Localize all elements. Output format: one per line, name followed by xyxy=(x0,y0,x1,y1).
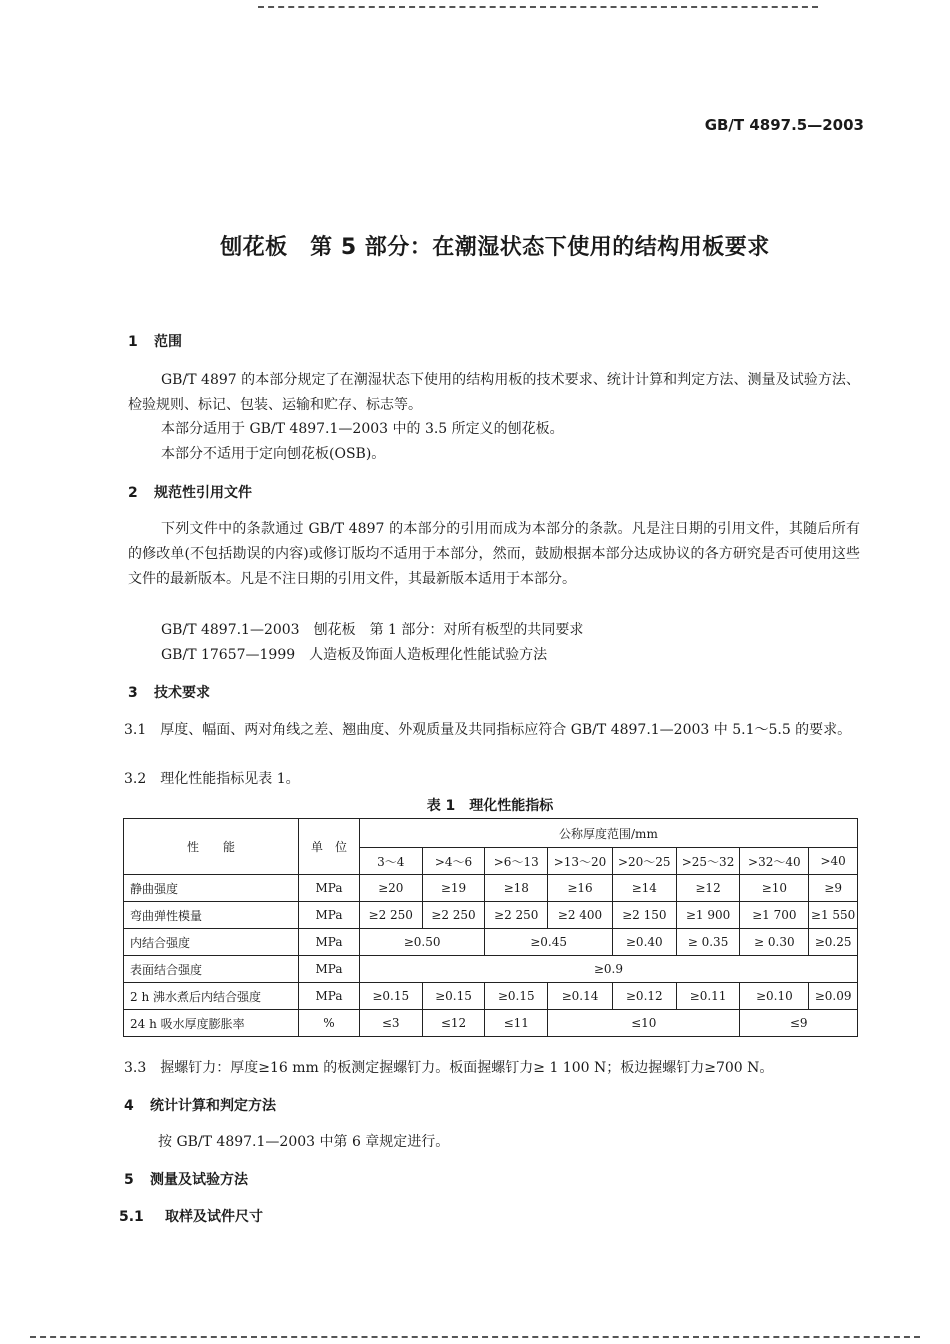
value-cell: ≤3 xyxy=(359,1010,422,1037)
value-cell: ≥20 xyxy=(359,875,422,902)
section-2-paragraph: 下列文件中的条款通过 GB/T 4897 的本部分的引用而成为本部分的条款。凡是注日期的引用文件，其随后所有的修改单(不包括勘误的内容)或修订版均不适用于本部分，然而，鼓励根据本部分达成协议的各方研究是否可使用这些文件的最新版本。凡是不注日期的引用文件，其最新版本适用于本部分。 xyxy=(128,521,860,587)
section-number: 5 xyxy=(124,1172,134,1188)
range-header: >13～20 xyxy=(548,848,613,875)
value-cell: ≥9 xyxy=(809,875,858,902)
header-thickness-group: 公称厚度范围/mm xyxy=(359,819,857,848)
table-header-row xyxy=(124,819,858,848)
clause-5-1-heading xyxy=(119,1206,263,1226)
value-cell: ≥2 150 xyxy=(612,902,676,929)
value-cell: ≥1 900 xyxy=(676,902,740,929)
property-name: 表面结合强度 xyxy=(124,956,299,983)
range-header: >20～25 xyxy=(612,848,676,875)
section-5-heading xyxy=(124,1169,248,1189)
value-cell: ≤11 xyxy=(485,1010,548,1037)
unit-cell: MPa xyxy=(299,875,360,902)
value-cell: ≥0.15 xyxy=(359,983,422,1010)
header-property: 性 能 xyxy=(124,819,299,875)
value-cell: ≥0.15 xyxy=(485,983,548,1010)
top-scan-border xyxy=(258,6,818,8)
value-cell: ≥18 xyxy=(485,875,548,902)
value-cell: ≥0.40 xyxy=(612,929,676,956)
section-4-paragraph: 按 GB/T 4897.1—2003 中第 6 章规定进行。 xyxy=(158,1134,450,1150)
property-name: 2 h 沸水煮后内结合强度 xyxy=(124,983,299,1010)
value-cell: ≥0.50 xyxy=(359,929,485,956)
section-number: 4 xyxy=(124,1098,134,1114)
bottom-scan-border xyxy=(30,1336,920,1338)
unit-cell: MPa xyxy=(299,983,360,1010)
table-caption: 表 1 理化性能指标 xyxy=(426,798,554,814)
value-cell: ≤9 xyxy=(740,1010,858,1037)
table-row xyxy=(124,956,858,983)
clause-number: 5.1 xyxy=(119,1209,144,1225)
range-header: 3～4 xyxy=(359,848,422,875)
value-cell: ≥1 700 xyxy=(740,902,809,929)
table-row xyxy=(124,902,858,929)
value-cell: ≥0.14 xyxy=(548,983,613,1010)
properties-table xyxy=(123,818,858,1037)
header-unit: 单 位 xyxy=(299,819,360,875)
section-2-heading xyxy=(128,482,252,502)
property-name: 静曲强度 xyxy=(124,875,299,902)
value-cell: ≥0.11 xyxy=(676,983,740,1010)
range-header: >4～6 xyxy=(422,848,485,875)
table-row xyxy=(124,929,858,956)
normative-reference-2: GB/T 17657—1999 人造板及饰面人造板理化性能试验方法 xyxy=(161,647,548,663)
value-cell: ≥19 xyxy=(422,875,485,902)
section-number: 2 xyxy=(128,485,138,501)
section-number: 3 xyxy=(128,685,138,701)
section-3-heading xyxy=(128,682,210,702)
value-cell: ≥0.09 xyxy=(809,983,858,1010)
clause-title: 取样及试件尺寸 xyxy=(165,1209,263,1225)
value-cell: ≥0.10 xyxy=(740,983,809,1010)
value-cell: ≥2 250 xyxy=(485,902,548,929)
range-header: >25～32 xyxy=(676,848,740,875)
section-title: 测量及试验方法 xyxy=(150,1172,248,1188)
range-header: >40 xyxy=(809,848,858,875)
unit-cell: MPa xyxy=(299,929,360,956)
property-name: 内结合强度 xyxy=(124,929,299,956)
value-cell: ≥16 xyxy=(548,875,613,902)
table-row xyxy=(124,983,858,1010)
value-cell: ≤10 xyxy=(548,1010,740,1037)
value-cell: ≥2 250 xyxy=(422,902,485,929)
normative-reference-1: GB/T 4897.1—2003 刨花板 第 1 部分：对所有板型的共同要求 xyxy=(161,622,584,638)
section-title: 范围 xyxy=(154,334,182,350)
section-title: 技术要求 xyxy=(154,685,210,701)
value-cell: ≥2 400 xyxy=(548,902,613,929)
section-1-heading xyxy=(128,331,182,351)
value-cell: ≥14 xyxy=(612,875,676,902)
unit-cell: % xyxy=(299,1010,360,1037)
value-cell: ≥ 0.35 xyxy=(676,929,740,956)
property-name: 弯曲弹性模量 xyxy=(124,902,299,929)
section-4-heading xyxy=(124,1095,276,1115)
table-row xyxy=(124,875,858,902)
standard-code: GB/T 4897.5—2003 xyxy=(704,116,864,134)
section-title: 统计计算和判定方法 xyxy=(150,1098,276,1114)
value-cell: ≥ 0.30 xyxy=(740,929,809,956)
value-cell: ≥0.15 xyxy=(422,983,485,1010)
section-1-scope-applies: 本部分适用于 GB/T 4897.1—2003 中的 3.5 所定义的刨花板。 xyxy=(161,421,564,437)
table-row xyxy=(124,1010,858,1037)
unit-cell: MPa xyxy=(299,902,360,929)
value-cell: ≥2 250 xyxy=(359,902,422,929)
unit-cell: MPa xyxy=(299,956,360,983)
value-cell: ≥0.45 xyxy=(485,929,613,956)
value-cell: ≥10 xyxy=(740,875,809,902)
section-1-scope-excludes: 本部分不适用于定向刨花板(OSB)。 xyxy=(161,446,386,462)
range-header: >6～13 xyxy=(485,848,548,875)
value-cell: ≤12 xyxy=(422,1010,485,1037)
value-cell: ≥0.12 xyxy=(612,983,676,1010)
property-name: 24 h 吸水厚度膨胀率 xyxy=(124,1010,299,1037)
page-title: 刨花板 第 5 部分：在潮湿状态下使用的结构用板要求 xyxy=(220,235,770,260)
section-title: 规范性引用文件 xyxy=(154,485,252,501)
value-cell: ≥1 550 xyxy=(809,902,858,929)
range-header: >32～40 xyxy=(740,848,809,875)
value-cell: ≥0.25 xyxy=(809,929,858,956)
section-1-paragraph: GB/T 4897 的本部分规定了在潮湿状态下使用的结构用板的技术要求、统计计算和判定方法、测量及试验方法、检验规则、标记、包装、运输和贮存、标志等。 xyxy=(128,372,860,413)
clause-3-2: 3.2 理化性能指标见表 1。 xyxy=(124,771,300,787)
value-cell: ≥0.9 xyxy=(359,956,857,983)
value-cell: ≥12 xyxy=(676,875,740,902)
section-number: 1 xyxy=(128,334,138,350)
clause-3-3: 3.3 握螺钉力：厚度≥16 mm 的板测定握螺钉力。板面握螺钉力≥ 1 100 N；板边握螺钉力≥700 N。 xyxy=(124,1060,774,1076)
clause-3-1: 3.1 厚度、幅面、两对角线之差、翘曲度、外观质量及共同指标应符合 GB/T 4897.1—2003 中 5.1～5.5 的要求。 xyxy=(124,722,852,738)
